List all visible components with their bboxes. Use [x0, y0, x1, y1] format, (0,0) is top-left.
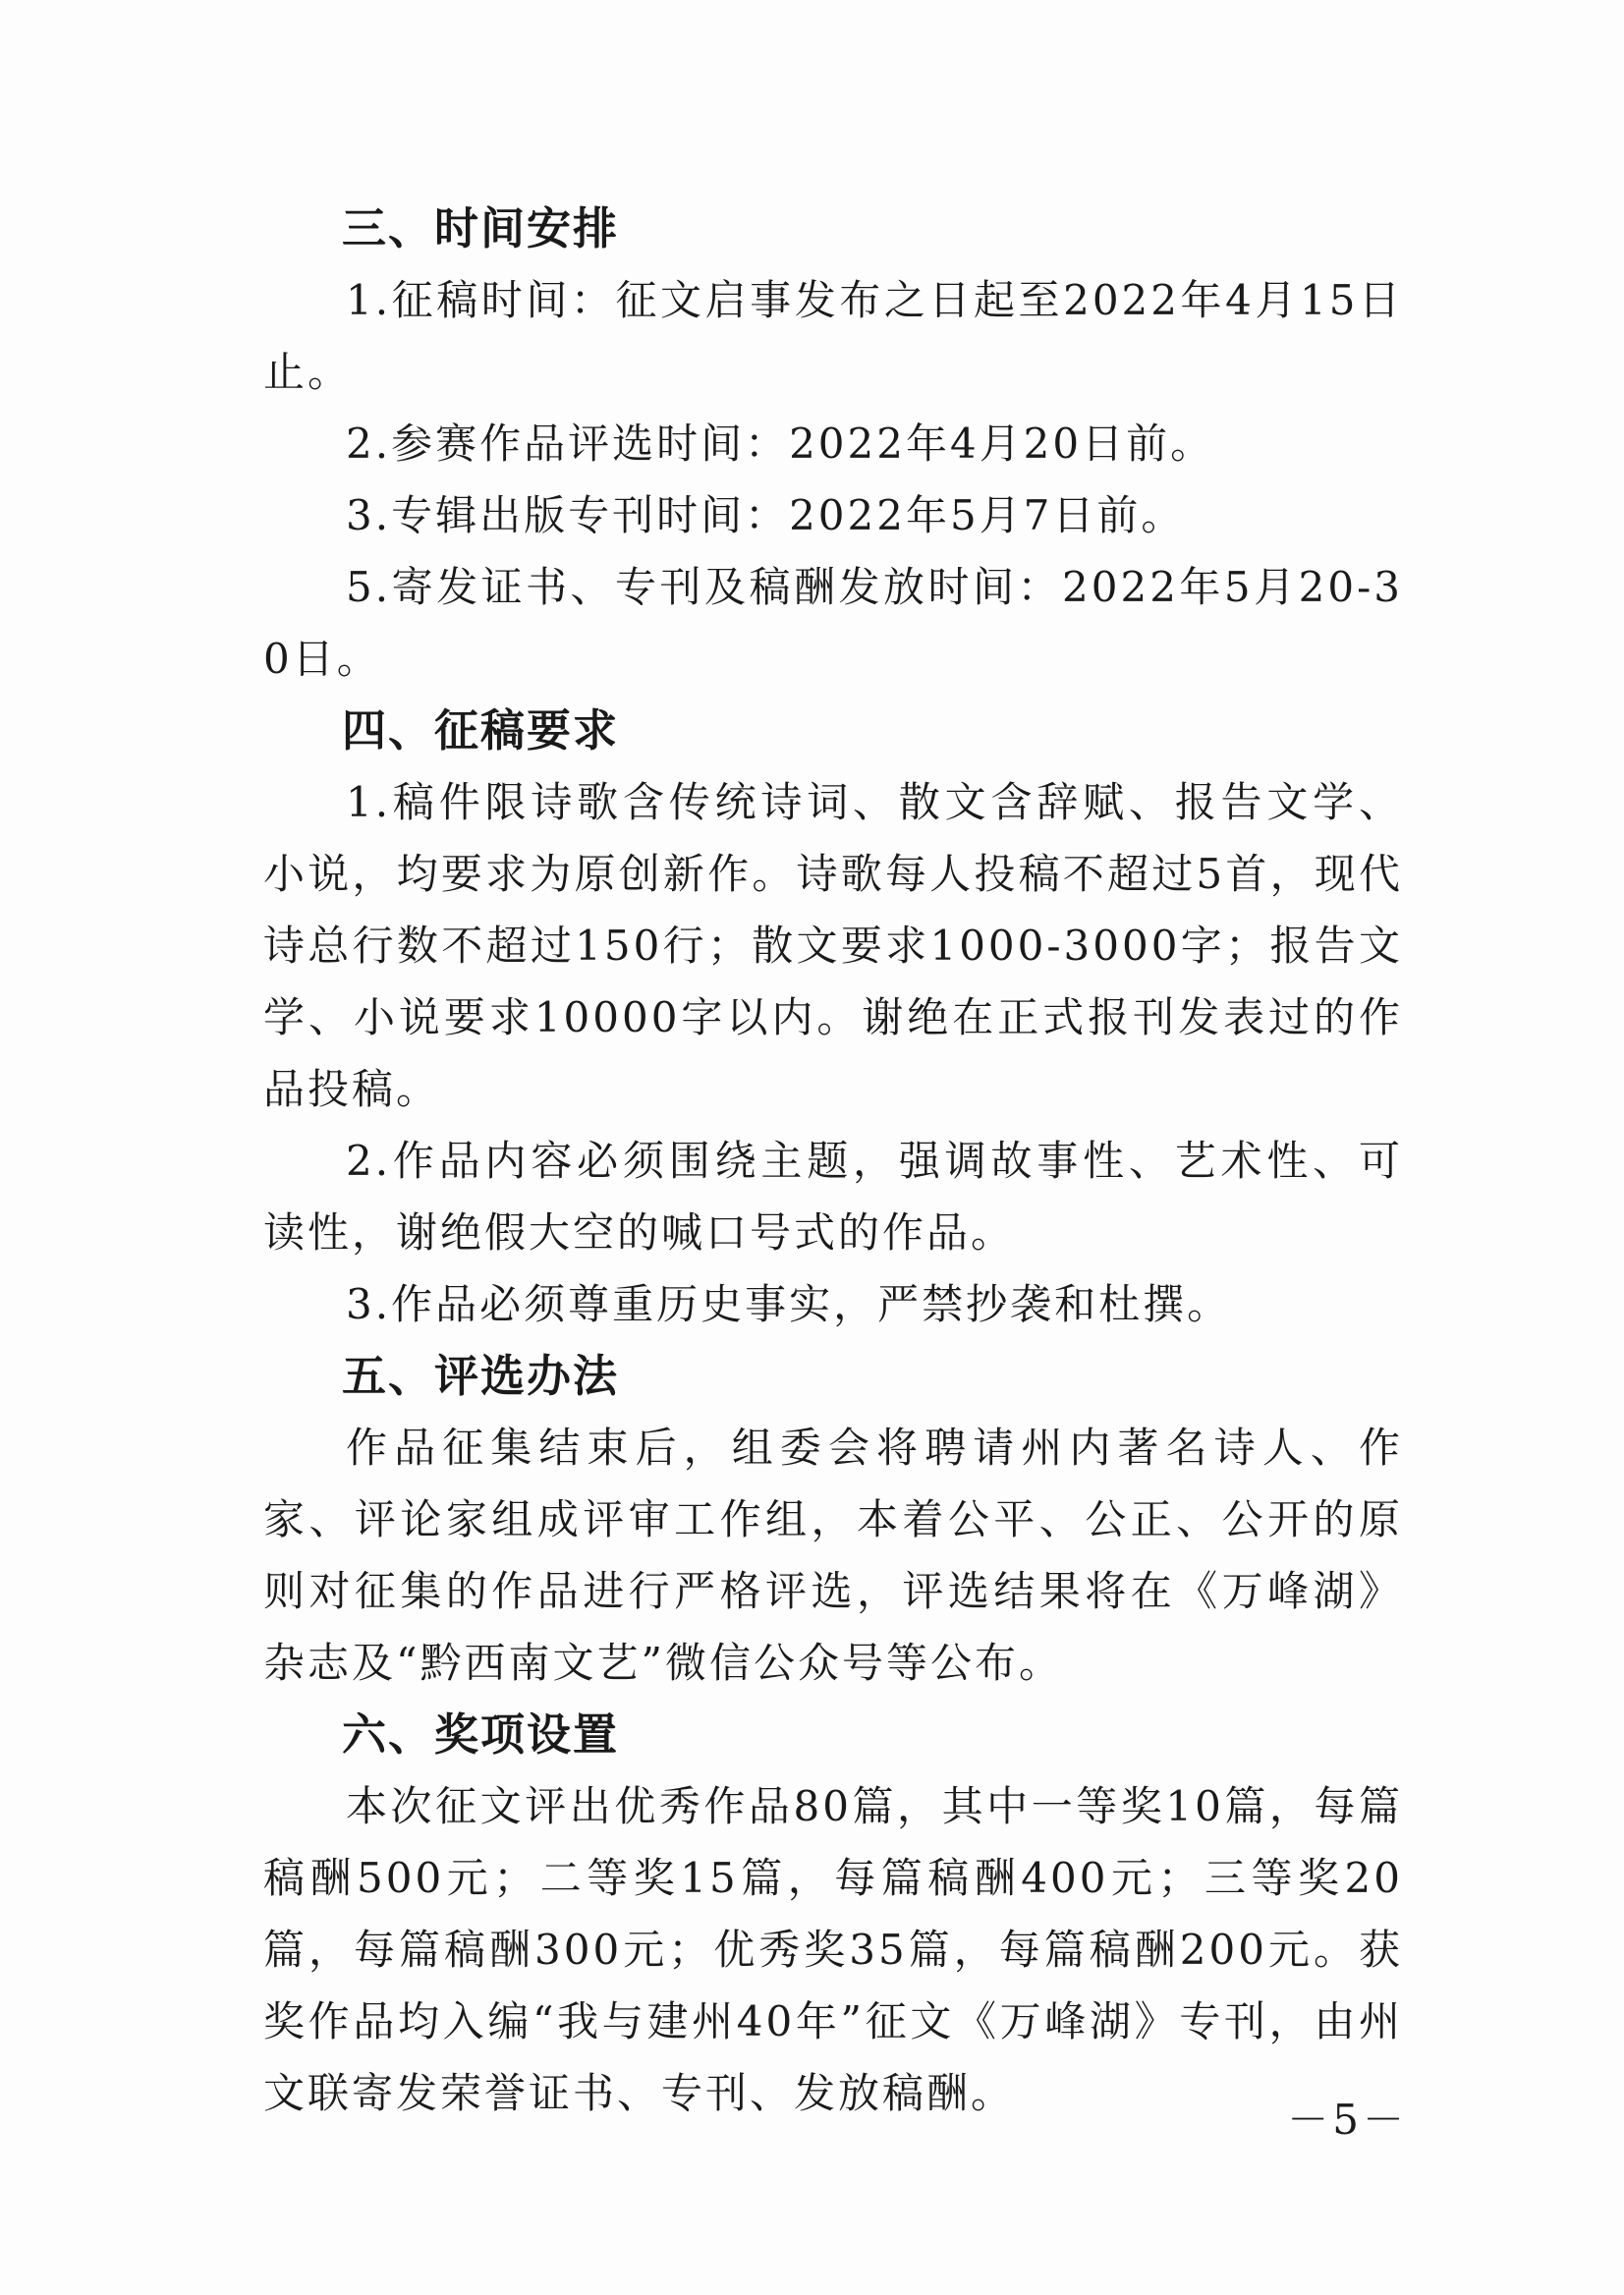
- paragraph: 作品征集结束后，组委会将聘请州内著名诗人、作家、评论家组成评审工作组，本着公平、公正、公开的原则对征集的作品进行严格评选，评选结果将在《万峰湖》杂志及“黔西南文艺”微信公众号等公布。: [263, 1424, 1403, 1687]
- paragraph: 5.寄发证书、专刊及稿酬发放时间：2022年5月20-30日。: [263, 563, 1403, 683]
- paragraph: 1.征稿时间：征文启事发布之日起至2022年4月15日止。: [263, 276, 1403, 396]
- section-schedule: [263, 193, 1403, 695]
- section-awards: [263, 1699, 1403, 2129]
- section-requirements: [263, 695, 1403, 1340]
- paragraph: 本次征文评出优秀作品80篇，其中一等奖10篇，每篇稿酬500元；二等奖15篇，每篇稿酬400元；三等奖20篇，每篇稿酬300元；优秀奖35篇，每篇稿酬200元。获奖作品均入编“我与建州40年”征文《万峰湖》专刊，由州文联寄发荣誉证书、专刊、发放稿酬。: [263, 1782, 1403, 2117]
- section-heading: 三、时间安排: [342, 202, 620, 254]
- page-number: －5－: [1287, 2096, 1408, 2144]
- document-body: [263, 193, 1403, 2129]
- paragraph: 2.作品内容必须围绕主题，强调故事性、艺术性、可读性，谢绝假大空的喊口号式的作品。: [263, 1137, 1403, 1257]
- paragraph: 3.作品必须尊重历史事实，严禁抄袭和杜撰。: [346, 1280, 1232, 1328]
- paragraph: 1.稿件限诗歌含传统诗词、散文含辞赋、报告文学、小说，均要求为原创新作。诗歌每人投稿不超过5首，现代诗总行数不超过150行；散文要求1000-3000字；报告文学、小说要求10000字以内。谢绝在正式报刊发表过的作品投稿。: [263, 778, 1403, 1113]
- section-heading: 五、评选办法: [342, 1350, 620, 1402]
- paragraph: 3.专辑出版专刊时间：2022年5月7日前。: [346, 491, 1186, 539]
- section-heading: 六、奖项设置: [342, 1708, 620, 1761]
- section-evaluation: [263, 1340, 1403, 1699]
- paragraph: 2.参赛作品评选时间：2022年4月20日前。: [346, 420, 1215, 468]
- section-heading: 四、征稿要求: [342, 704, 620, 756]
